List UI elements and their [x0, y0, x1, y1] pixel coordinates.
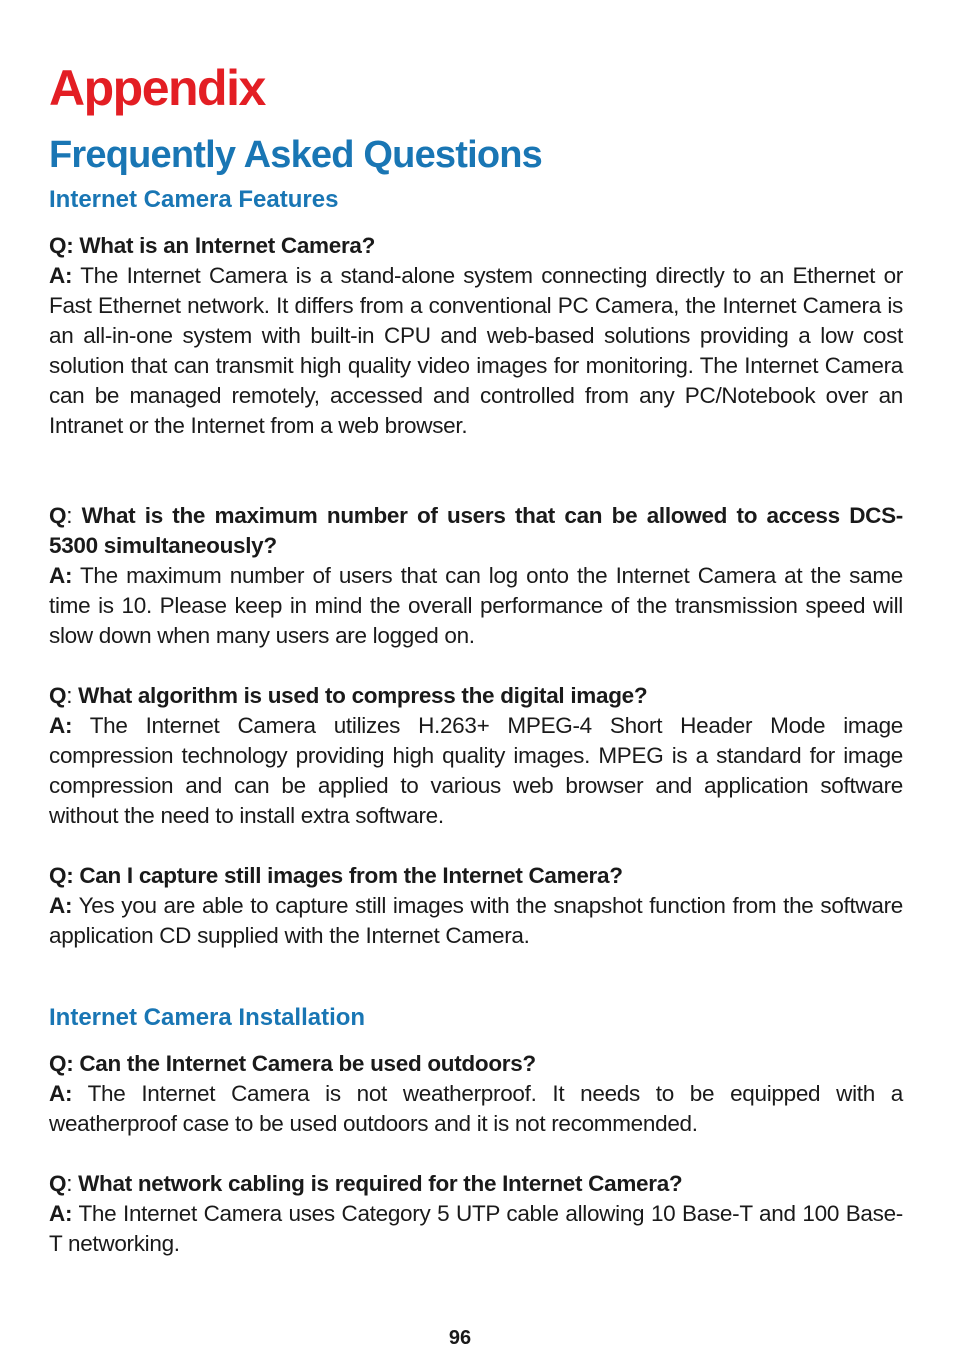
faq-answer	[49, 711, 903, 831]
page-title: Appendix	[49, 60, 265, 116]
answer-prefix: A:	[49, 263, 73, 288]
question-text: What is the maximum number of users that can be allowed to access DCS-5300 simultaneously?	[49, 503, 904, 558]
answer-text: The Internet Camera utilizes H.263+ MPEG-4 Short Header Mode image compression technology providing high quality images. MPEG is a standard for image compression and can be applied to various web browser and application software without the need to install extra software.	[49, 713, 903, 828]
question-text: Can the Internet Camera be used outdoors?	[79, 1051, 536, 1076]
answer-prefix: A:	[49, 563, 73, 588]
faq-item	[49, 501, 903, 651]
faq-question	[49, 1049, 903, 1079]
faq-answer	[49, 561, 903, 651]
question-separator: :	[66, 683, 79, 708]
answer-text: The Internet Camera uses Category 5 UTP cable allowing 10 Base-T and 100 Base-T networking.	[49, 1201, 903, 1256]
question-prefix: Q	[49, 503, 67, 528]
question-text: Can I capture still images from the Internet Camera?	[79, 863, 623, 888]
answer-prefix: A:	[49, 1081, 73, 1106]
faq-answer	[49, 891, 903, 951]
page-number: 96	[448, 1327, 472, 1349]
faq-item	[49, 231, 903, 441]
faq-answer	[49, 1079, 903, 1139]
question-prefix: Q	[49, 1171, 67, 1196]
question-prefix: Q:	[49, 233, 80, 258]
question-prefix: Q:	[49, 863, 80, 888]
question-prefix: Q	[49, 683, 67, 708]
answer-prefix: A:	[49, 713, 73, 738]
section-heading-installation: Internet Camera Installation	[49, 1004, 366, 1031]
faq-item	[49, 681, 903, 831]
answer-text: Yes you are able to capture still images with the snapshot function from the software application CD supplied with the Internet Camera.	[49, 893, 903, 948]
answer-text: The Internet Camera is not weatherproof. It needs to be equipped with a weatherproof case to be used outdoors and it is not recommended.	[49, 1081, 903, 1136]
faq-item	[49, 1169, 903, 1259]
answer-prefix: A:	[49, 893, 73, 918]
faq-answer	[49, 1199, 903, 1259]
faq-item	[49, 861, 903, 951]
answer-text: The Internet Camera is a stand-alone system connecting directly to an Ethernet or Fast Ethernet network. It differs from a conventional PC Camera, the Internet Camera is an all-in-one system with built-in CPU and web-based solutions providing a low cost solution that can transmit high quality video images for monitoring. The Internet Camera can be managed remotely, accessed and controlled from any PC/Notebook over an Intranet or the Internet from a web browser.	[49, 263, 903, 438]
question-separator: :	[66, 1171, 79, 1196]
question-text: What is an Internet Camera?	[79, 233, 376, 258]
faq-question	[49, 501, 903, 561]
question-text: What network cabling is required for the Internet Camera?	[78, 1171, 683, 1196]
answer-prefix: A:	[49, 1201, 73, 1226]
faq-question	[49, 231, 903, 261]
section-heading-features: Internet Camera Features	[49, 186, 339, 213]
page-subtitle: Frequently Asked Questions	[49, 134, 543, 176]
answer-text: The maximum number of users that can log onto the Internet Camera at the same time is 10. Please keep in mind the overall performance of the transmission speed will slow down when many users are logged on.	[49, 563, 903, 648]
faq-answer	[49, 261, 903, 441]
question-separator: :	[66, 503, 82, 528]
faq-question	[49, 681, 903, 711]
faq-question	[49, 1169, 903, 1199]
question-text: What algorithm is used to compress the digital image?	[78, 683, 648, 708]
faq-item	[49, 1049, 903, 1139]
question-prefix: Q:	[49, 1051, 80, 1076]
faq-question	[49, 861, 903, 891]
